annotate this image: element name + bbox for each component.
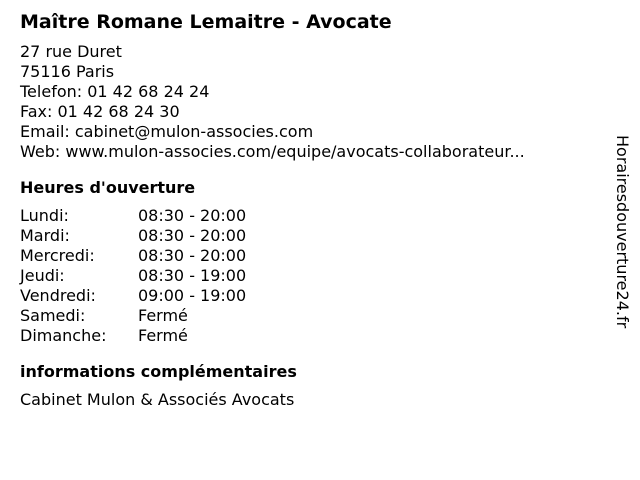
- hours-row-thursday: [20, 266, 600, 286]
- day-hours: 08:30 - 20:00: [138, 206, 247, 225]
- day-hours: Fermé: [138, 326, 188, 345]
- email-line: Email: cabinet@mulon-associes.com: [20, 122, 314, 141]
- day-label: Vendredi:: [20, 286, 96, 305]
- day-label: Lundi:: [20, 206, 69, 225]
- address-street: 27 rue Duret: [20, 42, 122, 61]
- info-heading: informations complémentaires: [20, 362, 297, 381]
- web-line: Web: www.mulon-associes.com/equipe/avocats-collaborateur...: [20, 142, 525, 161]
- hours-heading: Heures d'ouverture: [20, 178, 196, 197]
- phone-line: Telefon: 01 42 68 24 24: [20, 82, 210, 101]
- contact-block: [20, 42, 600, 162]
- info-text: Cabinet Mulon & Associés Avocats: [20, 390, 295, 409]
- business-card: [20, 10, 600, 410]
- hours-row-tuesday: [20, 226, 600, 246]
- hours-row-wednesday: [20, 246, 600, 266]
- hours-row-friday: [20, 286, 600, 306]
- day-hours: 08:30 - 19:00: [138, 266, 247, 285]
- hours-table: [20, 206, 600, 346]
- day-hours: Fermé: [138, 306, 188, 325]
- hours-row-sunday: [20, 326, 600, 346]
- day-hours: 08:30 - 20:00: [138, 226, 247, 245]
- day-hours: 09:00 - 19:00: [138, 286, 247, 305]
- day-label: Samedi:: [20, 306, 86, 325]
- day-hours: 08:30 - 20:00: [138, 246, 247, 265]
- day-label: Mardi:: [20, 226, 70, 245]
- day-label: Jeudi:: [20, 266, 65, 285]
- hours-row-monday: [20, 206, 600, 226]
- day-label: Dimanche:: [20, 326, 107, 345]
- page-title: Maître Romane Lemaitre - Avocate: [20, 11, 392, 33]
- site-watermark: Horairesdouverture24.fr: [613, 135, 632, 329]
- address-city: 75116 Paris: [20, 62, 115, 81]
- fax-line: Fax: 01 42 68 24 30: [20, 102, 180, 121]
- hours-row-saturday: [20, 306, 600, 326]
- day-label: Mercredi:: [20, 246, 95, 265]
